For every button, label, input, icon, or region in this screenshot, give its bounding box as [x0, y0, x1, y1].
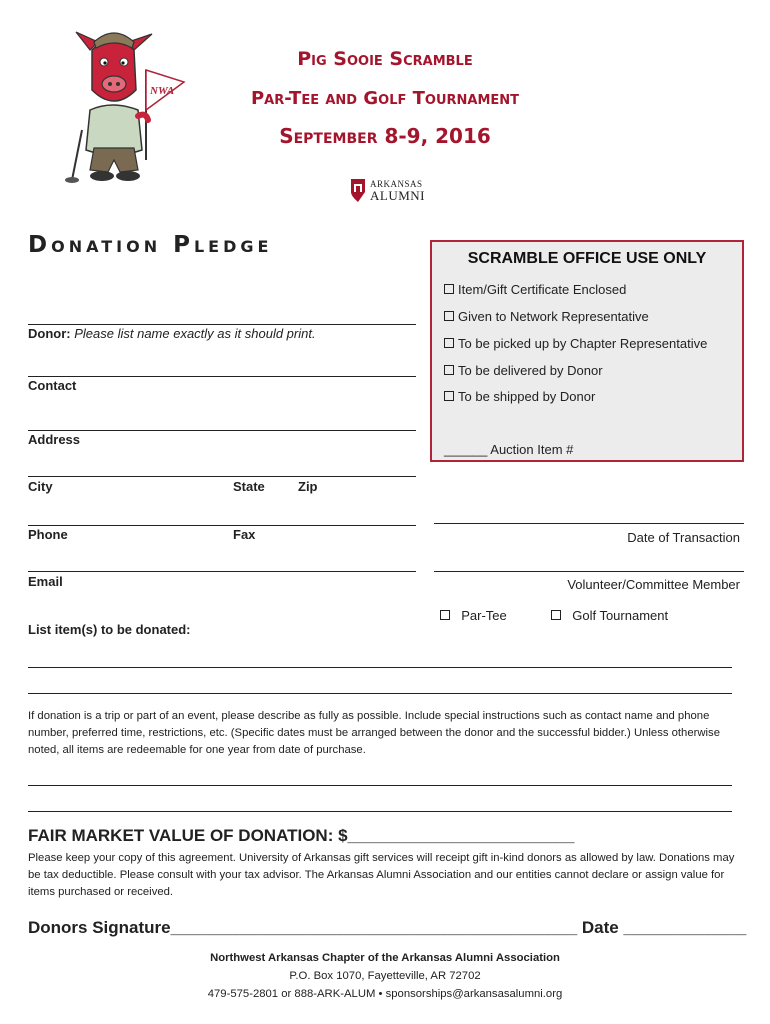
arkansas-alumni-logo: [350, 178, 425, 202]
phone-label: Phone: [28, 527, 68, 542]
logo-line1: ARKANSAS: [370, 179, 423, 189]
phone-fax-field[interactable]: [28, 525, 416, 526]
state-label: State: [233, 479, 265, 494]
transaction-date-label: Date of Transaction: [627, 530, 740, 545]
volunteer-label: Volunteer/Committee Member: [567, 577, 740, 592]
office-option-shipped[interactable]: To be shipped by Donor: [444, 389, 595, 404]
golf-tournament-option[interactable]: Golf Tournament: [551, 608, 668, 623]
office-option-chapter-pickup[interactable]: To be picked up by Chapter Representative: [444, 336, 707, 351]
description-line-1[interactable]: [28, 785, 732, 786]
event-subtitle: Par-Tee and Golf Tournament: [250, 88, 520, 109]
donor-field[interactable]: [28, 324, 416, 325]
footer-org: Northwest Arkansas Chapter of the Arkansas Alumni Association: [210, 952, 560, 964]
description-line-2[interactable]: [28, 811, 732, 812]
fax-label: Fax: [233, 527, 256, 542]
zip-label: Zip: [298, 479, 318, 494]
city-label: City: [28, 479, 53, 494]
auction-item-number: ______ Auction Item #: [444, 442, 574, 457]
logo-line2: ALUMNI: [370, 188, 425, 203]
footer-contact: 479-575-2801 or 888-ARK-ALUM • sponsorships@arkansasalumni.org: [207, 988, 563, 1000]
item-line-2[interactable]: [28, 693, 732, 694]
event-title: Pig Sooie Scramble: [297, 48, 473, 70]
items-label: List item(s) to be donated:: [28, 622, 191, 637]
email-field[interactable]: [28, 571, 416, 572]
tax-note-text: Please keep your copy of this agreement. University of Arkansas gift services will receipt gift in-kind donors as allowed by law. Donations may be tax deductible. Please consult with your tax advisor. The Arkansas Alumni Association and our entities cannot declare or assign value for items purchased or received.: [28, 852, 735, 898]
checkbox-icon[interactable]: [444, 338, 454, 348]
office-use-title: SCRAMBLE OFFICE USE ONLY: [467, 250, 707, 267]
donor-label: Donor: Please list name exactly as it should print.: [28, 326, 316, 341]
office-use-box: [430, 240, 744, 462]
checkbox-icon[interactable]: [440, 610, 450, 620]
checkbox-icon[interactable]: [444, 284, 454, 294]
address-label: Address: [28, 432, 81, 447]
flag-text: NWA: [150, 85, 175, 97]
contact-label: Contact: [28, 378, 77, 393]
city-state-zip-field[interactable]: [28, 476, 416, 477]
par-tee-option[interactable]: Par-Tee: [440, 608, 507, 623]
address-field[interactable]: [28, 430, 416, 431]
office-option-network-rep[interactable]: Given to Network Representative: [444, 309, 649, 324]
checkbox-icon[interactable]: [551, 610, 561, 620]
checkbox-icon[interactable]: [444, 311, 454, 321]
item-line-1[interactable]: [28, 667, 732, 668]
donation-pledge-heading: Donation Pledge: [28, 232, 273, 258]
email-label: Email: [28, 574, 63, 589]
office-option-donor-delivery[interactable]: To be delivered by Donor: [444, 363, 603, 378]
fair-market-value-field[interactable]: FAIR MARKET VALUE OF DONATION: $________________________: [28, 826, 575, 845]
checkbox-icon[interactable]: [444, 365, 454, 375]
signature-date-field[interactable]: Donors Signature___________________________________________ Date _____________: [28, 918, 747, 937]
volunteer-field[interactable]: [434, 571, 744, 572]
office-option-enclosed[interactable]: Item/Gift Certificate Enclosed: [444, 282, 626, 297]
event-date: September 8-9, 2016: [279, 124, 491, 148]
instructions-text: If donation is a trip or part of an event, please describe as fully as possible. Include special instructions such as contact name and phone number, preferred time, restrictions, etc. (Specific dates must be arranged between the donor and the successful bidder.) Unless otherwise noted, all items are redeemable for one year from date of purchase.: [28, 710, 720, 756]
shield-icon: [350, 178, 366, 202]
contact-field[interactable]: [28, 376, 416, 377]
checkbox-icon[interactable]: [444, 391, 454, 401]
footer-address: P.O. Box 1070, Fayetteville, AR 72702: [289, 970, 481, 982]
transaction-date-field[interactable]: [434, 523, 744, 524]
